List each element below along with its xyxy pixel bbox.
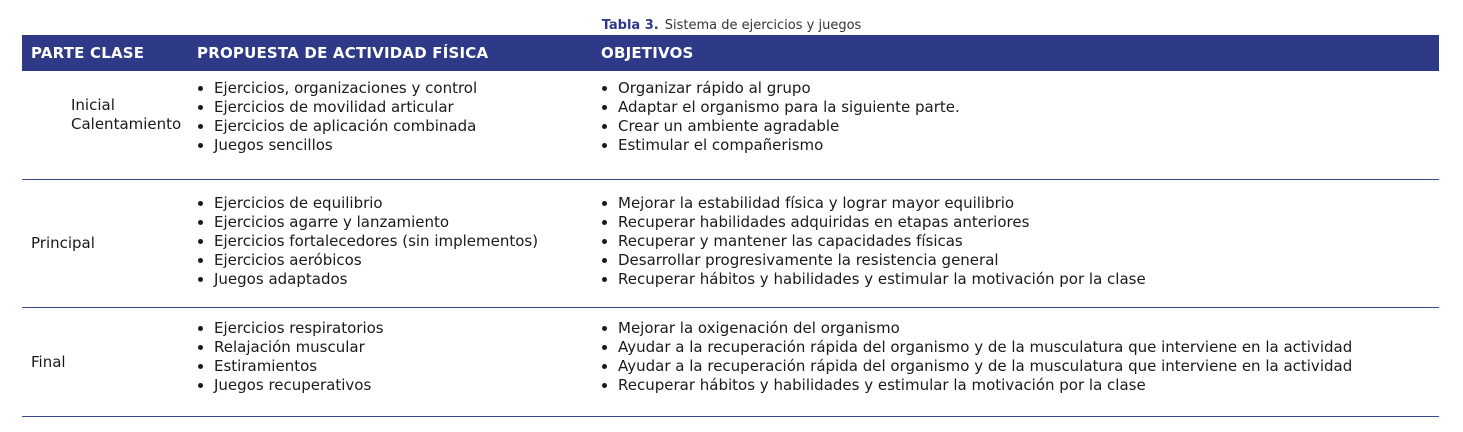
list-item: • Juegos sencillos — [214, 136, 598, 155]
part-cell — [22, 308, 194, 417]
list-item: • Adaptar el organismo para la siguiente parte. — [618, 98, 1439, 117]
table-header — [22, 35, 1439, 71]
part-label: Principal — [31, 234, 95, 252]
list-item: • Mejorar la oxigenación del organismo — [618, 319, 1439, 338]
table-row — [22, 308, 1439, 417]
list-item: • Juegos adaptados — [214, 270, 598, 289]
table-row — [22, 71, 1439, 180]
list-item: • Estiramientos — [214, 357, 598, 376]
objectives-cell — [598, 71, 1439, 180]
part-label: Calentamiento — [71, 115, 182, 133]
list-item: • Ejercicios, organizaciones y control — [214, 79, 598, 98]
part-cell — [22, 71, 194, 180]
activities-cell — [194, 180, 598, 308]
header-row — [22, 35, 1439, 71]
objectives-cell — [598, 308, 1439, 417]
list-item: • Mejorar la estabilidad física y lograr mayor equilibrio — [618, 194, 1439, 213]
activities-cell — [194, 308, 598, 417]
list-item: • Recuperar hábitos y habilidades y estimular la motivación por la clase — [618, 376, 1439, 395]
list-item: • Ejercicios de movilidad articular — [214, 98, 598, 117]
list-item: • Recuperar habilidades adquiridas en etapas anteriores — [618, 213, 1439, 232]
list-item: • Ejercicios agarre y lanzamiento — [214, 213, 598, 232]
list-item: • Recuperar hábitos y habilidades y estimular la motivación por la clase — [618, 270, 1439, 289]
list-item: • Ejercicios de aplicación combinada — [214, 117, 598, 136]
list-item: • Crear un ambiente agradable — [618, 117, 1439, 136]
list-item: • Organizar rápido al grupo — [618, 79, 1439, 98]
list-item: • Ejercicios de equilibrio — [214, 194, 598, 213]
activities-cell — [194, 71, 598, 180]
part-cell — [22, 180, 194, 308]
objectives-list — [598, 319, 1439, 395]
part-label: Inicial — [71, 96, 115, 114]
objectives-list — [598, 194, 1439, 289]
objectives-cell — [598, 180, 1439, 308]
list-item: • Estimular el compañerismo — [618, 136, 1439, 155]
list-item: • Desarrollar progresivamente la resistencia general — [618, 251, 1439, 270]
table-caption — [0, 18, 1463, 34]
list-item: • Relajación muscular — [214, 338, 598, 357]
list-item: • Ayudar a la recuperación rápida del organismo y de la musculatura que interviene en la actividad — [618, 357, 1439, 376]
list-item: • Ayudar a la recuperación rápida del organismo y de la musculatura que interviene en la actividad — [618, 338, 1439, 357]
exercise-system-table — [22, 35, 1439, 417]
caption-text: Sistema de ejercicios y juegos — [664, 18, 862, 33]
activities-list — [194, 319, 598, 395]
part-label: Final — [31, 352, 66, 371]
header-objetivos: OBJETIVOS — [598, 35, 1439, 71]
header-parte-clase: PARTE CLASE — [22, 35, 194, 71]
list-item: • Recuperar y mantener las capacidades físicas — [618, 232, 1439, 251]
objectives-list — [598, 79, 1439, 155]
activities-list — [194, 79, 598, 155]
activities-list — [194, 194, 598, 289]
header-propuesta-actividad: PROPUESTA DE ACTIVIDAD FÍSICA — [194, 35, 598, 71]
list-item: • Ejercicios respiratorios — [214, 319, 598, 338]
table-row — [22, 180, 1439, 308]
list-item: • Ejercicios fortalecedores (sin implementos) — [214, 232, 598, 251]
list-item: • Ejercicios aeróbicos — [214, 251, 598, 270]
caption-label: Tabla 3. — [601, 18, 659, 33]
list-item: • Juegos recuperativos — [214, 376, 598, 395]
